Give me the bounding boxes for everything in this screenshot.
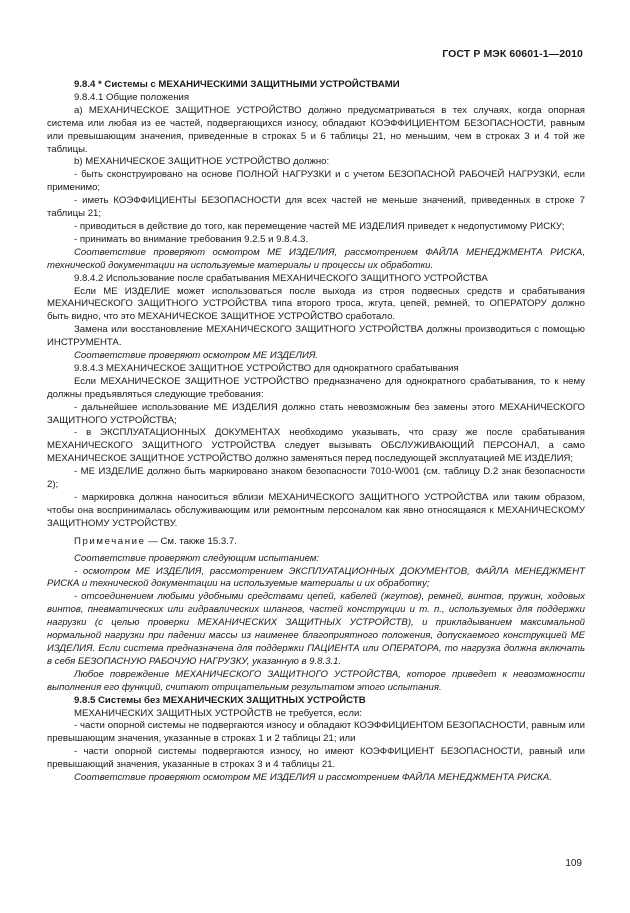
test-item: - отсоединением любыми удобными средствами цепей, кабелей (жгутов), ремней, винтов, пружин, ходовых винтов, пневматических или гидравлических шлангов, частей конструкции и т. п., используемых для поддержки нагрузки (с целью проверки МЕХАНИЧЕСКИХ ЗАЩИТНЫХ УСТРОЙСТВ), и прикладыванием максимальной нормальной нагрузки при падении массы из наименее благоприятного положения, допускаемого конструкцией МЕ ИЗДЕЛИЯ. Если система предназначена для поддержки ПАЦИЕНТА или ОПЕРАТОРА, то нагрузка должна включать в себя БЕЗОПАСНУЮ РАБОЧУЮ НАГРУЗКУ, указанную в 9.8.3.1. (47, 591, 585, 667)
section-heading-9-8-5: 9.8.5 Системы без МЕХАНИЧЕСКИХ ЗАЩИТНЫХ УСТРОЙСТВ (74, 694, 366, 706)
subsection-heading-9-8-4-1: 9.8.4.1 Общие положения (74, 91, 190, 103)
compliance-paragraph: Соответствие проверяют осмотром МЕ ИЗДЕЛИЯ и рассмотрением ФАЙЛА МЕНЕДЖМЕНТА РИСКА. (74, 772, 552, 784)
compliance-paragraph: Соответствие проверяют осмотром МЕ ИЗДЕЛИЯ, рассмотрением ФАЙЛА МЕНЕДЖМЕНТА РИСКА, технической документации на используемые материалы и процессы их обработки. (47, 246, 585, 271)
list-item: - части опорной системы не подвергаются износу и обладают КОЭФФИЦИЕНТОМ БЕЗОПАСНОСТИ, равным или превышающим значения, указанные в строках 1 и 2 таблицы 21; или (47, 720, 585, 745)
list-item: - дальнейшее использование МЕ ИЗДЕЛИЯ должно стать невозможным без замены этого МЕХАНИЧЕСКОГО ЗАЩИТНОГО УСТРОЙСТВА; (47, 401, 585, 426)
list-item: - маркировка должна наноситься вблизи МЕХАНИЧЕСКОГО ЗАЩИТНОГО УСТРОЙСТВА или таким образом, чтобы она воспринималась обслуживающим или ремонтным персоналом как явно относящаяся к МЕХАНИЧЕСКОМУ ЗАЩИТНОМУ УСТРОЙСТВУ. (47, 492, 585, 529)
list-item: - быть сконструировано на основе ПОЛНОЙ НАГРУЗКИ и с учетом БЕЗОПАСНОЙ РАБОЧЕЙ НАГРУЗКИ, если применимо; (47, 169, 585, 194)
page-number: 109 (565, 858, 582, 869)
paragraph: МЕХАНИЧЕСКИХ ЗАЩИТНЫХ УСТРОЙСТВ не требуется, если: (74, 707, 362, 719)
compliance-paragraph: Соответствие проверяют следующим испытанием: (74, 552, 320, 564)
note-label: Примечание (74, 535, 146, 547)
subsection-heading-9-8-4-3: 9.8.4.3 МЕХАНИЧЕСКОЕ ЗАЩИТНОЕ УСТРОЙСТВО для однократного срабатывания (74, 362, 459, 374)
section-heading-9-8-4: 9.8.4 * Системы с МЕХАНИЧЕСКИМИ ЗАЩИТНЫМИ УСТРОЙСТВАМИ (74, 79, 400, 90)
list-item: - иметь КОЭФФИЦИЕНТЫ БЕЗОПАСНОСТИ для всех частей не меньше значений, приведенных в строке 7 таблицы 21; (47, 195, 585, 220)
note-text: — См. также 15.3.7. (145, 535, 237, 547)
compliance-paragraph: Соответствие проверяют осмотром МЕ ИЗДЕЛИЯ. (74, 350, 319, 362)
subsection-heading-9-8-4-2: 9.8.4.2 Использование после срабатывания МЕХАНИЧЕСКОГО ЗАЩИТНОГО УСТРОЙСТВА (74, 272, 488, 284)
list-item: - приводиться в действие до того, как перемещение частей МЕ ИЗДЕЛИЯ приведет к недопустимому РИСКУ; (74, 220, 565, 232)
list-item: - в ЭКСПЛУАТАЦИОННЫХ ДОКУМЕНТАХ необходимо указывать, что сразу же после срабатывания МЕХАНИЧЕСКОГО ЗАЩИТНОГО УСТРОЙСТВА следует вызывать ОБСЛУЖИВАЮЩИЙ ПЕРСОНАЛ, а само МЕХАНИЧЕСКОЕ ЗАЩИТНОЕ УСТРОЙСТВО должно заменяться перед последующей эксплуатацией МЕ ИЗДЕЛИЯ; (47, 427, 585, 465)
document-header: ГОСТ Р МЭК 60601-1—2010 (442, 48, 583, 60)
document-body (47, 79, 585, 785)
paragraph: Если МЕХАНИЧЕСКОЕ ЗАЩИТНОЕ УСТРОЙСТВО предназначено для однократного срабатывания, то к нему должны предъявляться следующие требования: (47, 375, 585, 400)
list-item: - принимать во внимание требования 9.2.5 и 9.8.4.3. (74, 233, 309, 245)
list-item: - части опорной системы подвергаются износу, но имеют КОЭФФИЦИЕНТ БЕЗОПАСНОСТИ, равный или превышающий значения, указанные в строках 3 и 4 таблицы 21. (47, 746, 585, 771)
paragraph: b) МЕХАНИЧЕСКОЕ ЗАЩИТНОЕ УСТРОЙСТВО должно: (74, 156, 330, 168)
list-item: - МЕ ИЗДЕЛИЕ должно быть маркировано знаком безопасности 7010-W001 (см. таблицу D.2 знак безопасности 2); (47, 466, 585, 491)
compliance-paragraph: Любое повреждение МЕХАНИЧЕСКОГО ЗАЩИТНОГО УСТРОЙСТВА, которое приведет к невозможности выполнения его функций, считают отрицательным результатом этого испытания. (47, 668, 585, 693)
test-item: - осмотром МЕ ИЗДЕЛИЯ, рассмотрением ЭКСПЛУАТАЦИОННЫХ ДОКУМЕНТОВ, ФАЙЛА МЕНЕДЖМЕНТ РИСКА и технической документации на используемые материалы и их обработку; (47, 565, 585, 590)
paragraph: Замена или восстановление МЕХАНИЧЕСКОГО ЗАЩИТНОГО УСТРОЙСТВА должны производиться с помощью ИНСТРУМЕНТА. (47, 324, 585, 349)
note (47, 536, 585, 549)
paragraph: Если МЕ ИЗДЕЛИЕ может использоваться после выхода из строя подвесных средств и срабатывания МЕХАНИЧЕСКОГО ЗАЩИТНОГО УСТРОЙСТВА типа второго троса, жгута, цепей, ремней, то ОПЕРАТОРУ должно быть видно, что это МЕХАНИЧЕСКОЕ ЗАЩИТНОЕ УСТРОЙСТВО сработало. (47, 285, 585, 323)
paragraph: а) МЕХАНИЧЕСКОЕ ЗАЩИТНОЕ УСТРОЙСТВО должно предусматриваться в тех случаях, когда опорная система или любая из ее частей, подвергающихся износу, обладают КОЭФФИЦИЕНТОМ БЕЗОПАСНОСТИ, равным или превышающим значения, приведенные в строках 5 и 6 таблицы 21, но меньшим, чем в строках 3 и 4 той же таблицы. (47, 104, 585, 155)
